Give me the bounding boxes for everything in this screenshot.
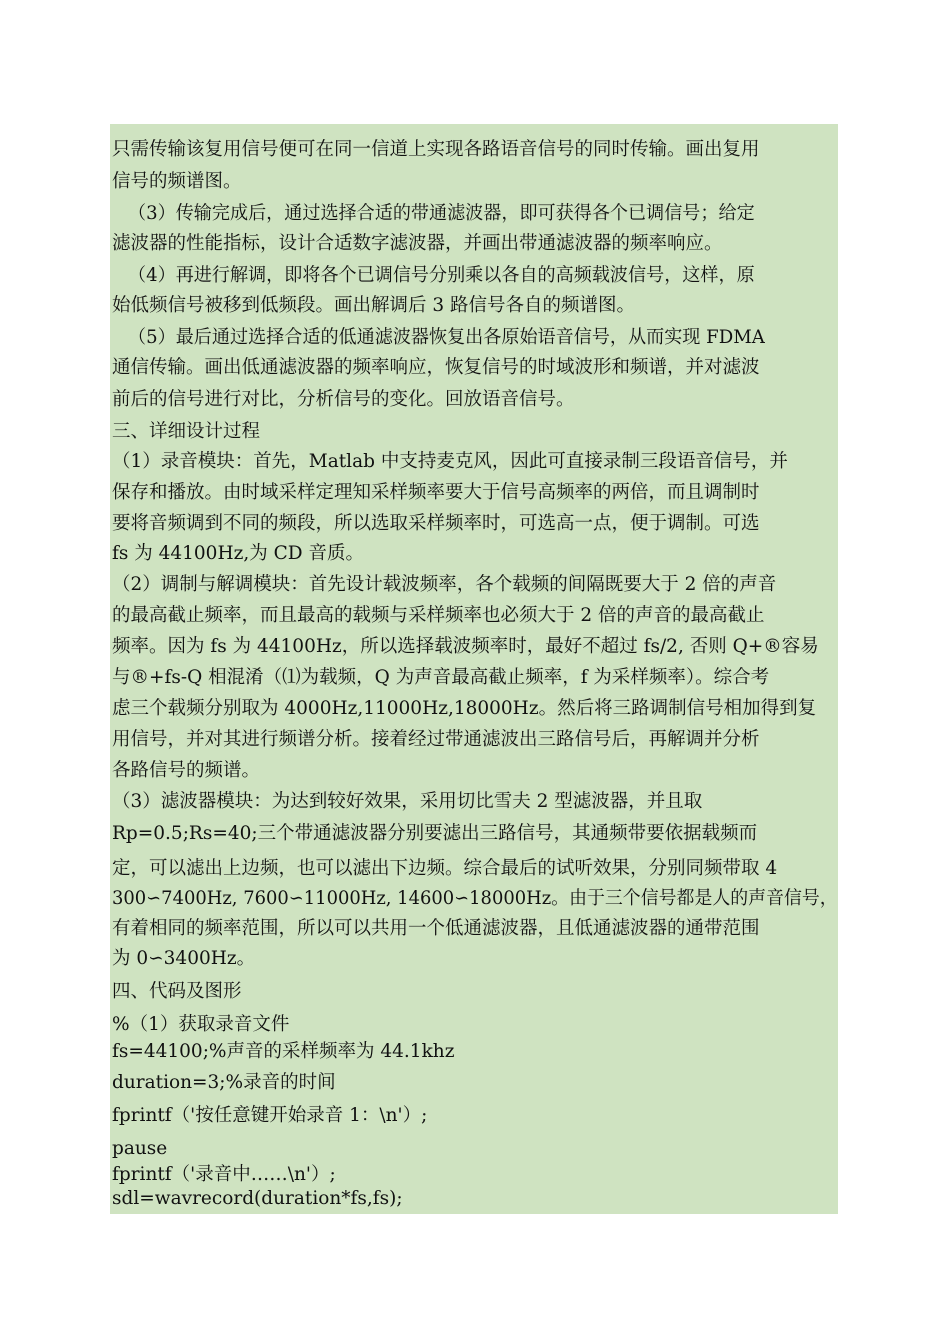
- text-line: 虑三个载频分别取为 4000Hz,11000Hz,18000Hz。然后将三路调制信号相加得到复: [112, 698, 817, 719]
- text-line: fs 为 44100Hz,为 CD 音质。: [112, 543, 364, 564]
- text-line: （3）传输完成后，通过选择合适的带通滤波器，即可获得各个已调信号；给定: [128, 203, 755, 224]
- text-line: 与®+fs-Q 相混淆（⑴为载频，Q 为声音最高截止频率，f 为采样频率）。综合考: [112, 667, 770, 688]
- text-line: 各路信号的频谱。: [112, 760, 261, 781]
- text-line: Rp=0.5;Rs=40;三个带通滤波器分别要滤出三路信号，其通频带要依据载频而: [112, 823, 758, 844]
- text-line: 300∽7400Hz, 7600∽11000Hz, 14600∽18000Hz。由于三个信号都是人的声音信号，: [112, 888, 838, 909]
- text-line: 定，可以滤出上边频，也可以滤出下边频。综合最后的试听效果，分别同频带取 4: [112, 858, 778, 879]
- text-line: （3）滤波器模块：为达到较好效果，采用切比雪夫 2 型滤波器，并且取: [112, 791, 703, 812]
- code-line: %（1）获取录音文件: [112, 1014, 290, 1035]
- code-line: duration=3;%录音的时间: [112, 1072, 336, 1093]
- text-line: 始低频信号被移到低频段。画出解调后 3 路信号各自的频谱图。: [112, 295, 636, 316]
- text-line: 有着相同的频率范围，所以可以共用一个低通滤波器，且低通滤波器的通带范围: [112, 918, 760, 939]
- code-line: fprintf（'按任意键开始录音 1：\n'）;: [112, 1105, 428, 1126]
- code-line: pause: [112, 1138, 168, 1159]
- text-line: （1）录音模块：首先，Matlab 中支持麦克风，因此可直接录制三段语音信号，并: [112, 451, 788, 472]
- text-line: 保存和播放。由时域采样定理知采样频率要大于信号高频率的两倍，而且调制时: [112, 482, 760, 503]
- text-line: 信号的频谱图。: [112, 171, 242, 192]
- text-line: 用信号，并对其进行频谱分析。接着经过带通滤波出三路信号后，再解调并分析: [112, 729, 760, 750]
- section-heading: 四、代码及图形: [112, 981, 242, 1002]
- text-line: 只需传输该复用信号便可在同一信道上实现各路语音信号的同时传输。画出复用: [112, 139, 760, 160]
- code-line: fs=44100;%声音的采样频率为 44.1khz: [112, 1041, 455, 1062]
- text-line: （5）最后通过选择合适的低通滤波器恢复出各原始语音信号，从而实现 FDMA: [128, 327, 765, 348]
- text-line: 要将音频调到不同的频段，所以选取采样频率时，可选高一点，便于调制。可选: [112, 513, 760, 534]
- text-line: 滤波器的性能指标，设计合适数字滤波器，并画出带通滤波器的频率响应。: [112, 233, 723, 254]
- text-line: 为 0∽3400Hz。: [112, 948, 256, 969]
- text-line: 通信传输。画出低通滤波器的频率响应，恢复信号的时域波形和频谱，并对滤波: [112, 357, 760, 378]
- text-line: （2）调制与解调模块：首先设计载波频率，各个载频的间隔既要大于 2 倍的声音: [112, 574, 777, 595]
- code-line: sdl=wavrecord(duration*fs,fs);: [112, 1188, 403, 1209]
- code-line: fprintf（'录音中……\n'）;: [112, 1164, 336, 1185]
- text-line: 前后的信号进行对比，分析信号的变化。回放语音信号。: [112, 389, 575, 410]
- text-line: 的最高截止频率，而且最高的载频与采样频率也必须大于 2 倍的声音的最高截止: [112, 605, 765, 626]
- section-heading: 三、详细设计过程: [112, 421, 261, 442]
- text-line: （4）再进行解调，即将各个已调信号分别乘以各自的高频载波信号，这样，原: [128, 265, 755, 286]
- text-line: 频率。因为 fs 为 44100Hz，所以选择载波频率时，最好不超过 fs/2, 否则 Q+®容易: [112, 636, 819, 657]
